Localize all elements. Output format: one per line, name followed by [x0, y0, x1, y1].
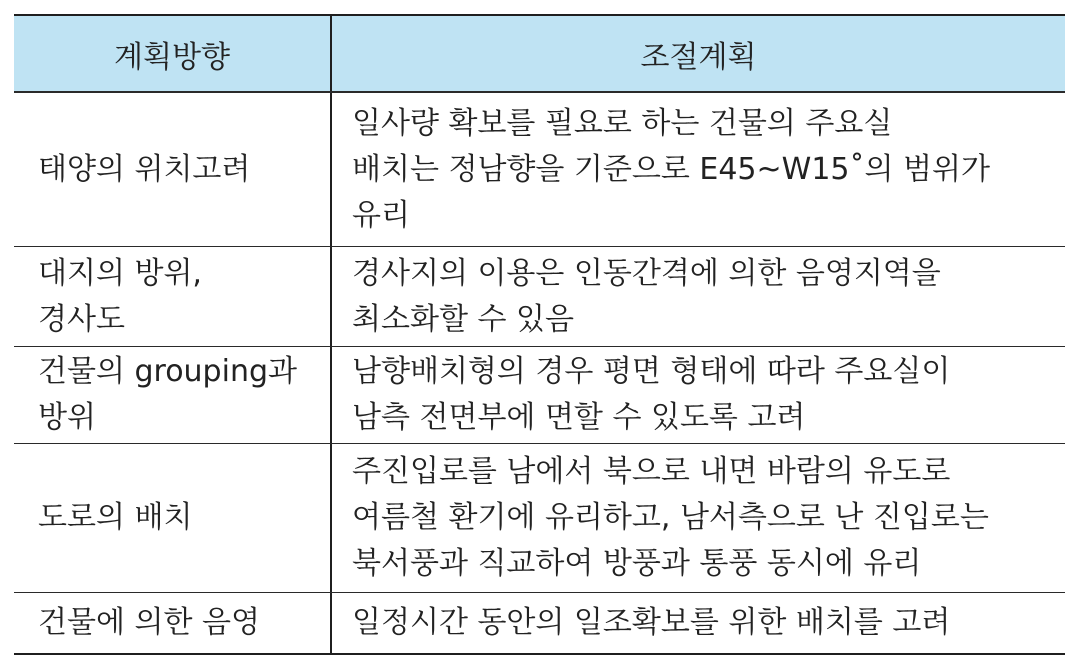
table-row — [14, 346, 1065, 443]
plan-cell — [332, 93, 1065, 246]
cell-line: 주진입로를 남에서 북으로 내면 바람의 유도로 — [352, 454, 951, 489]
cell-line: 태양의 위치고려 — [38, 151, 251, 187]
cell-line: 건물의 grouping과 — [38, 354, 297, 389]
cell-line: 대지의 방위, — [38, 255, 202, 291]
cell-line: 배치는 정남향을 기준으로 E45~W15˚의 범위가 — [352, 151, 990, 187]
plan-cell — [332, 347, 1065, 443]
direction-cell — [14, 93, 332, 246]
cell-line: 경사도 — [38, 301, 125, 337]
plan-cell — [332, 593, 1065, 653]
table-row — [14, 246, 1065, 346]
table-row — [14, 592, 1065, 653]
header-direction: 계획방향 — [14, 16, 332, 91]
plan-cell — [332, 247, 1065, 346]
table-row — [14, 92, 1065, 246]
cell-line: 도로의 배치 — [38, 500, 193, 535]
cell-line: 여름철 환기에 유리하고, 남서측으로 난 진입로는 — [352, 500, 989, 535]
plan-cell — [332, 444, 1065, 592]
cell-line: 남향배치형의 경우 평면 형태에 따라 주요실이 — [352, 354, 951, 389]
cell-line: 일사량 확보를 필요로 하는 건물의 주요실 — [352, 105, 893, 141]
cell-line: 방위 — [38, 400, 96, 435]
direction-cell — [14, 444, 332, 592]
header-plan: 조절계획 — [640, 39, 757, 75]
cell-line: 경사지의 이용은 인동간격에 의한 음영지역을 — [352, 255, 941, 291]
direction-cell — [14, 247, 332, 346]
direction-cell — [14, 593, 332, 653]
cell-line: 북서풍과 직교하여 방풍과 통풍 동시에 유리 — [352, 546, 922, 581]
table-row — [14, 443, 1065, 592]
cell-line: 일정시간 동안의 일조확보를 위한 배치를 고려 — [352, 605, 951, 640]
direction-cell — [14, 347, 332, 443]
cell-line: 유리 — [352, 197, 410, 233]
cell-line: 건물에 의한 음영 — [38, 605, 260, 640]
cell-line: 남측 전면부에 면할 수 있도록 고려 — [352, 400, 806, 435]
table-header-row — [14, 16, 1065, 92]
cell-line: 최소화할 수 있음 — [352, 301, 574, 337]
planning-table — [14, 14, 1065, 655]
